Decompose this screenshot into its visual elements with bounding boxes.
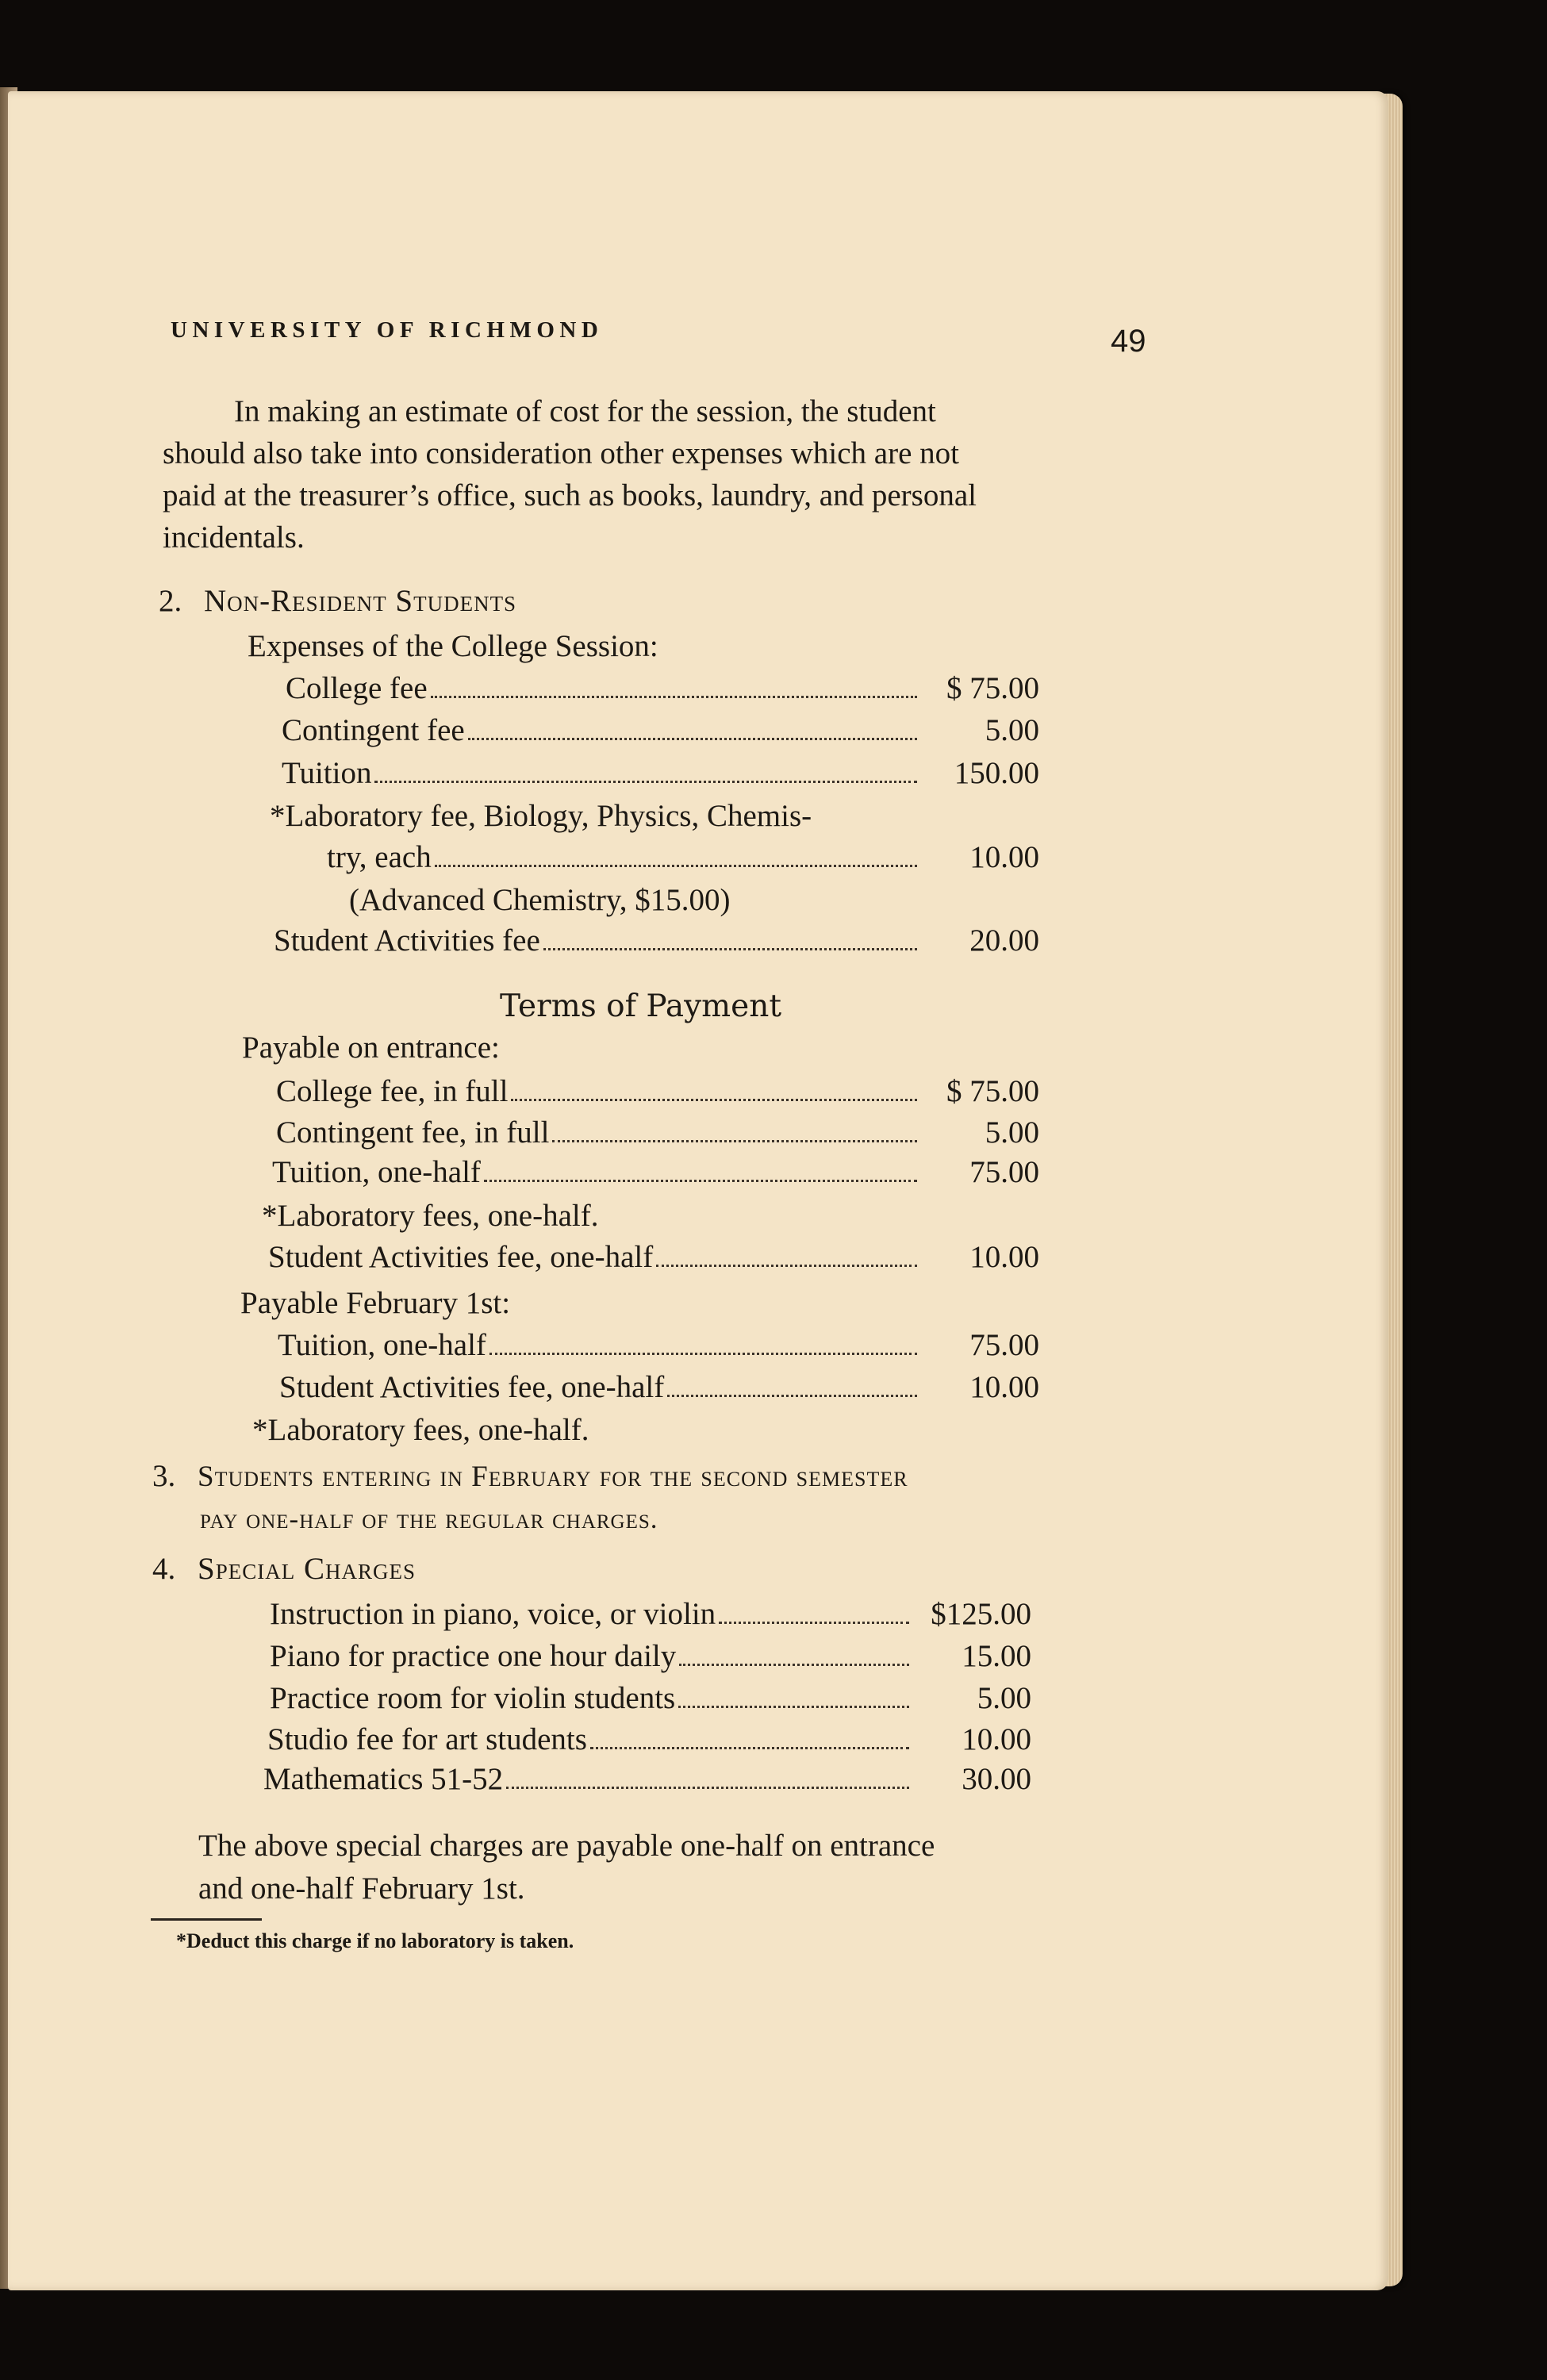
fee-label: try, each — [327, 840, 432, 874]
lab-fees-half-entrance: *Laboratory fees, one-half. — [262, 1199, 599, 1233]
charge-label: Mathematics 51-52 — [263, 1762, 504, 1796]
payment-amount: $ 75.00 — [946, 1074, 1039, 1108]
note-line: and one-half February 1st. — [198, 1871, 525, 1906]
leader-dots — [511, 1099, 917, 1101]
leader-dots — [489, 1353, 917, 1355]
special-charge-row — [270, 1596, 1031, 1632]
running-title: UNIVERSITY OF RICHMOND — [171, 317, 604, 343]
payment-label: College fee, in full — [276, 1074, 509, 1108]
special-charges-note — [198, 1825, 935, 1910]
expenses-heading: Expenses of the College Session: — [248, 629, 658, 663]
charge-amount: 30.00 — [962, 1762, 1031, 1796]
leader-dots — [431, 696, 917, 698]
payment-label: Tuition, one-half — [278, 1328, 486, 1362]
payment-amount: 75.00 — [969, 1328, 1039, 1362]
fee-row — [274, 923, 1039, 958]
leader-dots — [484, 1180, 917, 1182]
advanced-chemistry-note: (Advanced Chemistry, $15.00) — [349, 883, 731, 917]
payment-label: Tuition, one-half — [272, 1155, 481, 1189]
payment-row — [276, 1073, 1039, 1109]
special-charge-row — [270, 1680, 1031, 1716]
leader-dots — [719, 1622, 909, 1624]
leader-dots — [435, 865, 917, 867]
leader-dots — [543, 948, 917, 950]
fee-amount: 10.00 — [969, 840, 1039, 874]
fee-label: Tuition — [282, 756, 372, 790]
section-number: 4. — [152, 1552, 176, 1586]
intro-line: In making an estimate of cost for the session, the student — [234, 394, 936, 428]
payment-amount: 10.00 — [969, 1370, 1039, 1404]
fee-row — [327, 839, 1039, 875]
special-charge-row — [270, 1638, 1031, 1674]
leader-dots — [656, 1265, 917, 1267]
fee-row — [282, 712, 1039, 748]
leader-dots — [374, 781, 917, 783]
note-line: The above special charges are payable one-half on entrance — [198, 1829, 935, 1863]
payment-amount: 10.00 — [969, 1240, 1039, 1274]
payment-row — [279, 1369, 1039, 1405]
fee-row — [286, 670, 1039, 706]
payment-row — [276, 1115, 1039, 1150]
leader-dots — [678, 1706, 909, 1708]
section-3-line-2: pay one-half of the regular charges. — [200, 1503, 658, 1534]
leader-dots — [468, 738, 917, 740]
section-title: Special Charges — [198, 1552, 416, 1586]
lab-fees-half-february: *Laboratory fees, one-half. — [252, 1413, 589, 1447]
fee-label: College fee — [286, 671, 428, 705]
special-charge-row — [263, 1761, 1031, 1797]
lab-fee-line: *Laboratory fee, Biology, Physics, Chemis- — [270, 799, 812, 833]
charge-amount: $125.00 — [931, 1597, 1031, 1631]
fee-label: Contingent fee — [282, 713, 465, 747]
charge-label: Studio fee for art students — [267, 1722, 587, 1756]
intro-line: incidentals. — [163, 520, 305, 555]
fee-row — [282, 755, 1039, 791]
fee-amount: 20.00 — [969, 923, 1039, 958]
payment-amount: 75.00 — [969, 1155, 1039, 1189]
section-3-text: Students entering in February for the second semester — [198, 1461, 908, 1493]
intro-paragraph — [163, 390, 977, 559]
payment-label: Contingent fee, in full — [276, 1115, 550, 1150]
leader-dots — [552, 1140, 917, 1142]
footnote: *Deduct this charge if no laboratory is taken. — [176, 1929, 574, 1952]
leader-dots — [679, 1664, 909, 1666]
footnote-rule — [151, 1918, 262, 1921]
payment-amount: 5.00 — [985, 1115, 1039, 1150]
charge-label: Piano for practice one hour daily — [270, 1639, 677, 1673]
section-title: Non-Resident Students — [204, 584, 517, 618]
fee-label: Student Activities fee — [274, 923, 540, 958]
charge-amount: 5.00 — [977, 1681, 1031, 1715]
payment-label: Student Activities fee, one-half — [268, 1240, 654, 1274]
intro-line: should also take into consideration other expenses which are not — [163, 436, 959, 470]
section-number: 3. — [152, 1459, 176, 1493]
leader-dots — [506, 1787, 909, 1789]
intro-line: paid at the treasurer’s office, such as books, laundry, and personal — [163, 478, 977, 512]
payment-row — [278, 1327, 1039, 1363]
charge-label: Instruction in piano, voice, or violin — [270, 1597, 716, 1631]
charge-amount: 10.00 — [962, 1722, 1031, 1756]
payment-row — [268, 1239, 1039, 1275]
fee-amount: 150.00 — [954, 756, 1039, 790]
leader-dots — [667, 1395, 917, 1397]
section-3-line-1 — [152, 1458, 908, 1494]
terms-of-payment-heading: Terms of Payment — [500, 988, 782, 1024]
page-number: 49 — [1111, 324, 1146, 359]
payable-entrance-heading: Payable on entrance: — [242, 1031, 500, 1065]
fee-amount: $ 75.00 — [946, 671, 1039, 705]
special-charge-row — [267, 1722, 1031, 1757]
section-number: 2. — [159, 584, 182, 618]
payable-february-heading: Payable February 1st: — [240, 1286, 511, 1320]
section-4-heading — [152, 1551, 416, 1587]
section-2-heading — [159, 583, 516, 619]
charge-amount: 15.00 — [962, 1639, 1031, 1673]
payment-row — [272, 1154, 1039, 1190]
payment-label: Student Activities fee, one-half — [279, 1370, 665, 1404]
charge-label: Practice room for violin students — [270, 1681, 676, 1715]
fee-amount: 5.00 — [985, 713, 1039, 747]
leader-dots — [590, 1747, 909, 1749]
